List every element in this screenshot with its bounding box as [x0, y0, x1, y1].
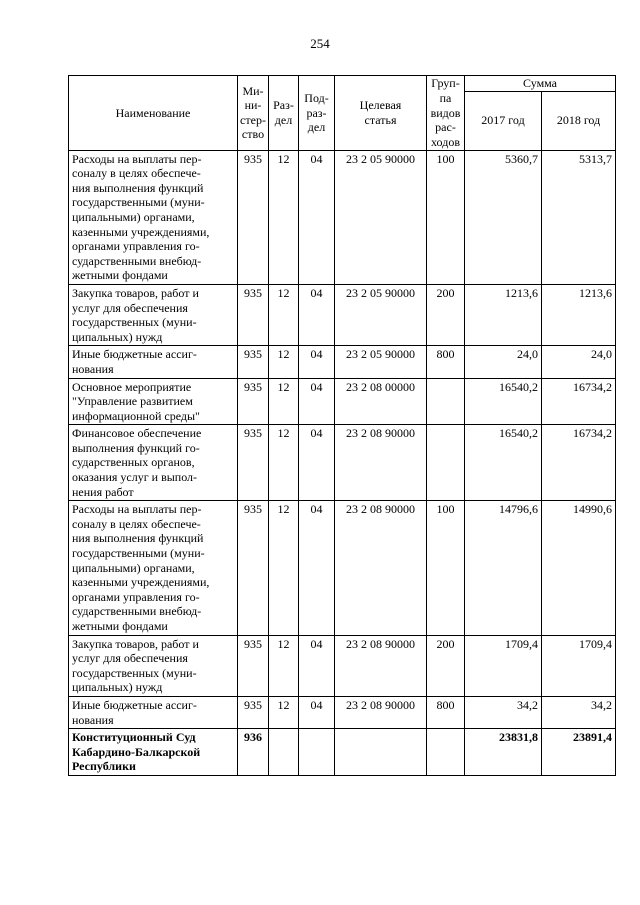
cell-section: 12 — [269, 378, 299, 425]
cell-2017: 16540,2 — [465, 425, 542, 501]
table-header — [69, 76, 616, 151]
header-year-2018: 2018 год — [542, 91, 616, 150]
cell-2018: 1213,6 — [542, 284, 616, 345]
cell-section: 12 — [269, 635, 299, 696]
cell-subsection: 04 — [299, 696, 335, 728]
cell-subsection: 04 — [299, 378, 335, 425]
cell-2018: 34,2 — [542, 696, 616, 728]
cell-2017: 16540,2 — [465, 378, 542, 425]
total-2018: 23891,4 — [542, 729, 616, 776]
cell-group: 100 — [427, 501, 465, 635]
cell-ministry: 935 — [238, 284, 269, 345]
table-row — [69, 425, 616, 501]
total-subsection — [299, 729, 335, 776]
cell-subsection: 04 — [299, 346, 335, 378]
cell-2018: 5313,7 — [542, 150, 616, 284]
cell-target: 23 2 08 90000 — [335, 501, 427, 635]
cell-2017: 34,2 — [465, 696, 542, 728]
cell-group: 800 — [427, 696, 465, 728]
cell-target: 23 2 05 90000 — [335, 346, 427, 378]
cell-group: 100 — [427, 150, 465, 284]
cell-2018: 16734,2 — [542, 425, 616, 501]
header-expense-group: Груп- па видов рас- ходов — [427, 76, 465, 151]
cell-name: Расходы на выплаты пер- соналу в целях обеспече- ния выполнения функций государственными (муни- ципальными) органами, казенными учреждениями, органами управления го- сударственными внебюд- жетными фондами — [69, 150, 238, 284]
cell-subsection: 04 — [299, 635, 335, 696]
table-body — [69, 150, 616, 775]
cell-subsection: 04 — [299, 425, 335, 501]
cell-2018: 1709,4 — [542, 635, 616, 696]
cell-2017: 14796,6 — [465, 501, 542, 635]
cell-section: 12 — [269, 346, 299, 378]
total-target — [335, 729, 427, 776]
cell-section: 12 — [269, 425, 299, 501]
total-row — [69, 729, 616, 776]
cell-2017: 1213,6 — [465, 284, 542, 345]
table-row — [69, 346, 616, 378]
table-row — [69, 501, 616, 635]
cell-ministry: 935 — [238, 346, 269, 378]
cell-section: 12 — [269, 150, 299, 284]
header-year-2017: 2017 год — [465, 91, 542, 150]
cell-group: 200 — [427, 284, 465, 345]
cell-ministry: 935 — [238, 378, 269, 425]
cell-2018: 14990,6 — [542, 501, 616, 635]
budget-table — [68, 75, 616, 776]
header-subsection: Под- раз- дел — [299, 76, 335, 151]
table-row — [69, 284, 616, 345]
cell-section: 12 — [269, 284, 299, 345]
cell-target: 23 2 05 90000 — [335, 150, 427, 284]
total-group — [427, 729, 465, 776]
cell-target: 23 2 08 00000 — [335, 378, 427, 425]
table-row — [69, 696, 616, 728]
cell-subsection: 04 — [299, 150, 335, 284]
cell-target: 23 2 08 90000 — [335, 425, 427, 501]
header-ministry: Ми- ни- стер- ство — [238, 76, 269, 151]
table-row — [69, 635, 616, 696]
cell-2017: 1709,4 — [465, 635, 542, 696]
page-number: 254 — [310, 36, 330, 51]
cell-name: Иные бюджетные ассиг- нования — [69, 346, 238, 378]
total-name: Конституционный Суд Кабардино-Балкарской Республики — [69, 729, 238, 776]
total-2017: 23831,8 — [465, 729, 542, 776]
cell-ministry: 935 — [238, 635, 269, 696]
header-sum: Сумма — [465, 76, 616, 92]
cell-name: Финансовое обеспечение выполнения функций го- сударственных органов, оказания услуг и выпол- нения работ — [69, 425, 238, 501]
header-target: Целевая статья — [335, 76, 427, 151]
cell-subsection: 04 — [299, 284, 335, 345]
cell-target: 23 2 08 90000 — [335, 696, 427, 728]
cell-group: 200 — [427, 635, 465, 696]
cell-group: 800 — [427, 346, 465, 378]
total-ministry: 936 — [238, 729, 269, 776]
cell-name: Расходы на выплаты пер- соналу в целях обеспече- ния выполнения функций государственными (муни- ципальными) органами, казенными учреждениями, органами управления го- сударственными внебюд- жетными фондами — [69, 501, 238, 635]
cell-name: Закупка товаров, работ и услуг для обеспечения государственных (муни- ципальных) нужд — [69, 284, 238, 345]
cell-subsection: 04 — [299, 501, 335, 635]
cell-target: 23 2 08 90000 — [335, 635, 427, 696]
cell-name: Основное мероприятие "Управление развитием информационной среды" — [69, 378, 238, 425]
cell-name: Иные бюджетные ассиг- нования — [69, 696, 238, 728]
cell-section: 12 — [269, 696, 299, 728]
cell-ministry: 935 — [238, 501, 269, 635]
cell-target: 23 2 05 90000 — [335, 284, 427, 345]
cell-section: 12 — [269, 501, 299, 635]
cell-ministry: 935 — [238, 696, 269, 728]
cell-2017: 24,0 — [465, 346, 542, 378]
cell-group — [427, 378, 465, 425]
table-row — [69, 378, 616, 425]
cell-ministry: 935 — [238, 150, 269, 284]
header-section: Раз- дел — [269, 76, 299, 151]
table-row — [69, 150, 616, 284]
cell-2018: 16734,2 — [542, 378, 616, 425]
cell-2017: 5360,7 — [465, 150, 542, 284]
header-name: Наименование — [69, 76, 238, 151]
cell-ministry: 935 — [238, 425, 269, 501]
total-section — [269, 729, 299, 776]
cell-name: Закупка товаров, работ и услуг для обеспечения государственных (муни- ципальных) нужд — [69, 635, 238, 696]
cell-2018: 24,0 — [542, 346, 616, 378]
cell-group — [427, 425, 465, 501]
